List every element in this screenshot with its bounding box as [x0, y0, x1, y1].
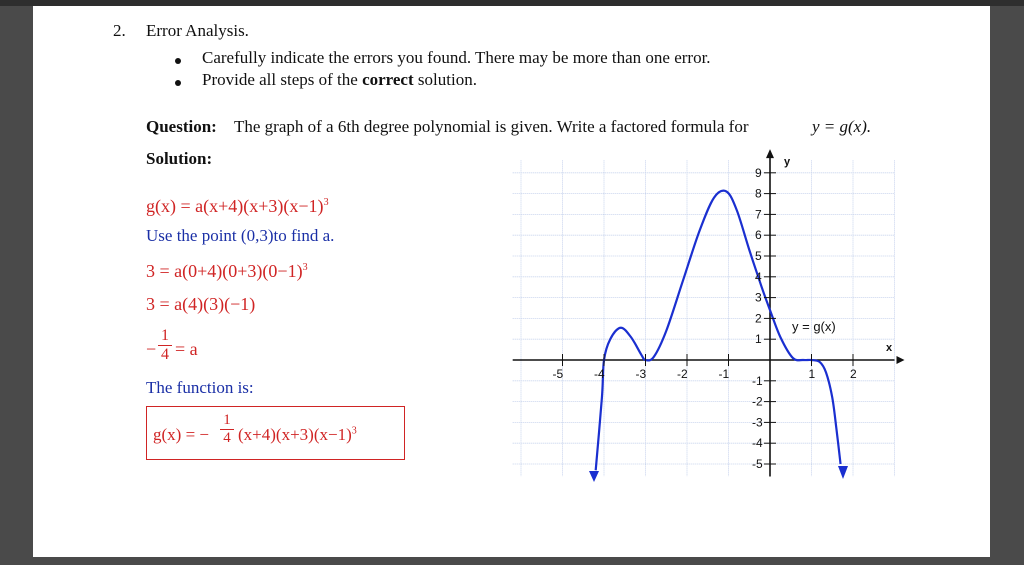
- y-tick-label: 8: [755, 186, 762, 201]
- solution-line-1: $g(x) = a(x+4)(x+3)(x-1)^3$: [146, 196, 329, 216]
- problem-number: 2.: [113, 21, 126, 40]
- solution-line-4: 3 = a(4)(3)(−1): [146, 294, 256, 314]
- y-tick-label: 3: [755, 290, 762, 305]
- x-axis-arrow: [897, 356, 905, 364]
- y-tick-label: 7: [755, 207, 762, 222]
- curve-arrow-right: [838, 466, 848, 479]
- y-axis-arrow: [766, 149, 774, 158]
- x-axis-label: x: [886, 342, 893, 354]
- x-tick-label: -2: [677, 367, 688, 381]
- y-tick-label: 2: [755, 311, 762, 326]
- question-formula: y = g(x).: [812, 117, 872, 136]
- y-tick-label: 5: [755, 249, 762, 263]
- y-tick-label: -2: [752, 394, 763, 409]
- solution-line-2: Use the point (0,3)to find a.: [146, 226, 335, 245]
- x-tick-label: 2: [850, 367, 857, 381]
- x-tick-label: -4: [594, 367, 605, 381]
- y-tick-label: 9: [755, 165, 762, 180]
- bullet-2-text: Provide all steps of the correct solution.: [202, 70, 477, 89]
- answer-fraction: $\frac{1}{4}$: [220, 412, 234, 447]
- y-tick-label: 6: [755, 228, 762, 243]
- question-label: Question:: [146, 117, 217, 136]
- y-tick-label: -5: [752, 457, 763, 471]
- x-tick-label: -5: [552, 367, 564, 381]
- problem-title: Error Analysis.: [146, 21, 249, 40]
- x-tick-label: 1: [808, 367, 816, 381]
- answer-rhs: $(x+4)(x+3)(x-1)^3$: [238, 425, 357, 444]
- curve-label: y = g(x): [792, 319, 836, 334]
- function-label: The function is:: [146, 378, 254, 397]
- x-tick-label: -3: [635, 367, 647, 381]
- y-tick-label: -4: [752, 436, 763, 451]
- y-tick-label: 1: [755, 332, 762, 347]
- bullet-1-text: Carefully indicate the errors you found. There may be more than one error.: [202, 48, 711, 67]
- x-tick-label: -1: [718, 367, 730, 381]
- y-tick-label: -1: [752, 373, 763, 388]
- answer-lhs: g(x) = −: [153, 425, 209, 444]
- y-axis-label: y: [784, 156, 791, 168]
- solution-line-5-minus: −: [146, 339, 157, 359]
- curve-arrow-left: [589, 471, 599, 482]
- solution-line-5-rhs: = a: [175, 339, 198, 359]
- solution-line-3: $3 = a(0+4)(0+3)(0-1)^3$: [146, 261, 308, 281]
- question-text: The graph of a 6th degree polynomial is given. Write a factored formula for: [234, 117, 749, 136]
- solution-line-5-fraction: $\frac{1}{4}$: [158, 327, 172, 364]
- solution-label: Solution:: [146, 149, 213, 168]
- graph-axes: [513, 149, 905, 476]
- y-tick-label: -3: [752, 415, 763, 430]
- y-tick-label: 4: [755, 269, 762, 284]
